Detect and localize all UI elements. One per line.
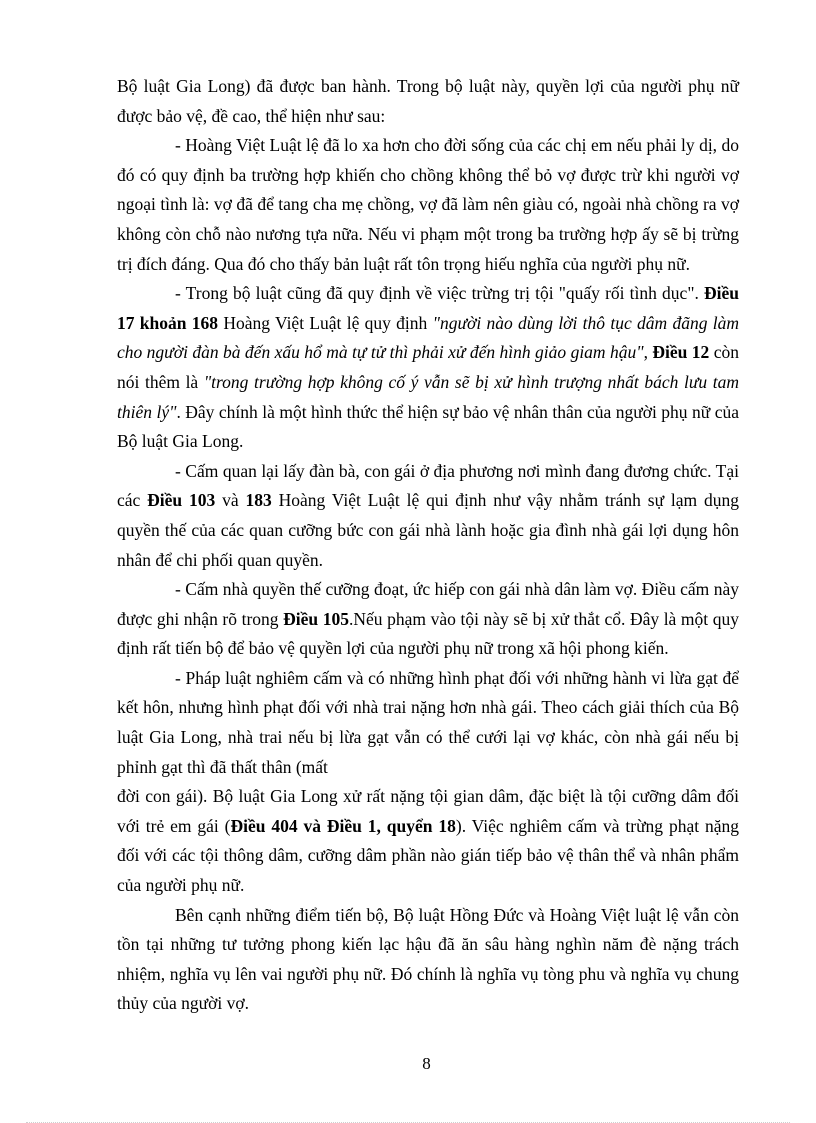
italic-quote: "trong trường hợp không cố ý vẫn sẽ bị xử hình trượng nhất bách lưu tam thiên lý"	[117, 371, 739, 422]
text-run: Bên cạnh những điểm tiến bộ, Bộ luật Hồng Đức và Hoàng Việt luật lệ vẫn còn tồn tại những tư tưởng phong kiến lạc hậu đã ăn sâu hàng nghìn năm đè nặng trách nhiệm, nghĩa vụ lên vai người phụ nữ. Đó chính là nghĩa vụ tòng phu và nghĩa vụ chung thủy của người vợ.	[117, 904, 739, 1014]
bold-text: Điều 105	[283, 608, 349, 629]
text-run: ). Việc nghiêm cấm và trừng phạt nặng đối với các tội thông dâm, cưỡng dâm phần nào gián tiếp bảo vệ thân thể và nhân phẩm của người phụ nữ.	[117, 815, 739, 896]
text-run: - Hoàng Việt Luật lệ đã lo xa hơn cho đời sống của các chị em nếu phải ly dị, do đó có quy định ba trường hợp khiến cho chồng không thể bỏ vợ được trừ khi người vợ ngoại tình là: vợ đã để tang cha mẹ chồng, vợ đã làm nên giàu có, ngoài nhà chồng ra vợ không còn chỗ nào nương tựa nữa. Nếu vi phạm một trong ba trường hợp ấy sẽ bị trừng trị đích đáng. Qua đó cho thấy bản luật rất tôn trọng hiếu nghĩa của người phụ nữ.	[117, 135, 739, 274]
bold-text: Điều 17 khoản 168	[117, 283, 739, 333]
document-body	[117, 72, 739, 1019]
text-run: đời con gái). Bộ luật Gia Long xử rất nặng tội gian dâm, đặc biệt là tội cưỡng dâm đối với trẻ em gái (	[117, 786, 739, 836]
paragraph	[117, 72, 739, 131]
page-number: 8	[422, 1054, 431, 1073]
text-run: - Pháp luật nghiêm cấm và có những hình phạt đối với những hành vi lừa gạt để kết hôn, nhưng hình phạt đối với nhà trai nặng hơn nhà gái. Theo cách giải thích của Bộ luật Gia Long, nhà trai nếu bị lừa gạt vẫn có thể cưới lại vợ khác, còn nhà gái nếu bị phỉnh gạt thì đã thất thân (mất	[117, 667, 739, 777]
paragraph	[117, 575, 739, 664]
text-run: Hoàng Việt Luật lệ qui định như vậy nhằm tránh sự lạm dụng quyền thế của các quan cưỡng bức con gái nhà lành hoặc gia đình nhà gái lợi dụng hôn nhân để chi phối quan quyền.	[117, 490, 739, 570]
text-run: Hoàng Việt Luật lệ quy định	[218, 312, 433, 333]
paragraph	[117, 664, 739, 782]
text-run: - Trong bộ luật cũng đã quy định về việc trừng trị tội "quấy rối tình dục".	[175, 283, 704, 304]
text-run: còn nói thêm là	[117, 342, 739, 392]
text-run: .Nếu phạm vào tội này sẽ bị xử thắt cổ. Đây là một quy định rất tiến bộ để bảo vệ quyền lợi của người phụ nữ trong xã hội phong kiến.	[117, 608, 739, 659]
paragraph	[117, 279, 739, 457]
bold-text: Điều 103	[147, 490, 216, 511]
text-run: ,	[643, 342, 653, 363]
text-run: Bộ luật Gia Long) đã được ban hành. Trong bộ luật này, quyền lợi của người phụ nữ được bảo vệ, đề cao, thể hiện như sau:	[117, 76, 739, 126]
text-run: - Cấm nhà quyền thế cưỡng đoạt, ức hiếp con gái nhà dân làm vợ. Điều cấm này được ghi nhận rõ trong	[117, 579, 739, 629]
italic-quote: "người nào dùng lời thô tục dâm đãng làm cho người đàn bà đến xấu hổ mà tự tử thì phải xử đến hình giảo giam hậu"	[117, 312, 739, 363]
bold-text: Điều 12	[652, 342, 710, 363]
text-run: và	[215, 490, 246, 511]
bold-text: 183	[245, 490, 272, 511]
paragraph	[117, 457, 739, 575]
bold-text: Điều 404 và Điều 1, quyển 18	[230, 815, 456, 836]
paragraph	[117, 782, 739, 900]
paragraph	[117, 901, 739, 1019]
text-run: . Đây chính là một hình thức thể hiện sự bảo vệ nhân thân của người phụ nữ của Bộ luật Gia Long.	[117, 401, 739, 452]
text-run: - Cấm quan lại lấy đàn bà, con gái ở địa phương nơi mình đang đương chức. Tại các	[117, 460, 739, 511]
paragraph	[117, 131, 739, 279]
